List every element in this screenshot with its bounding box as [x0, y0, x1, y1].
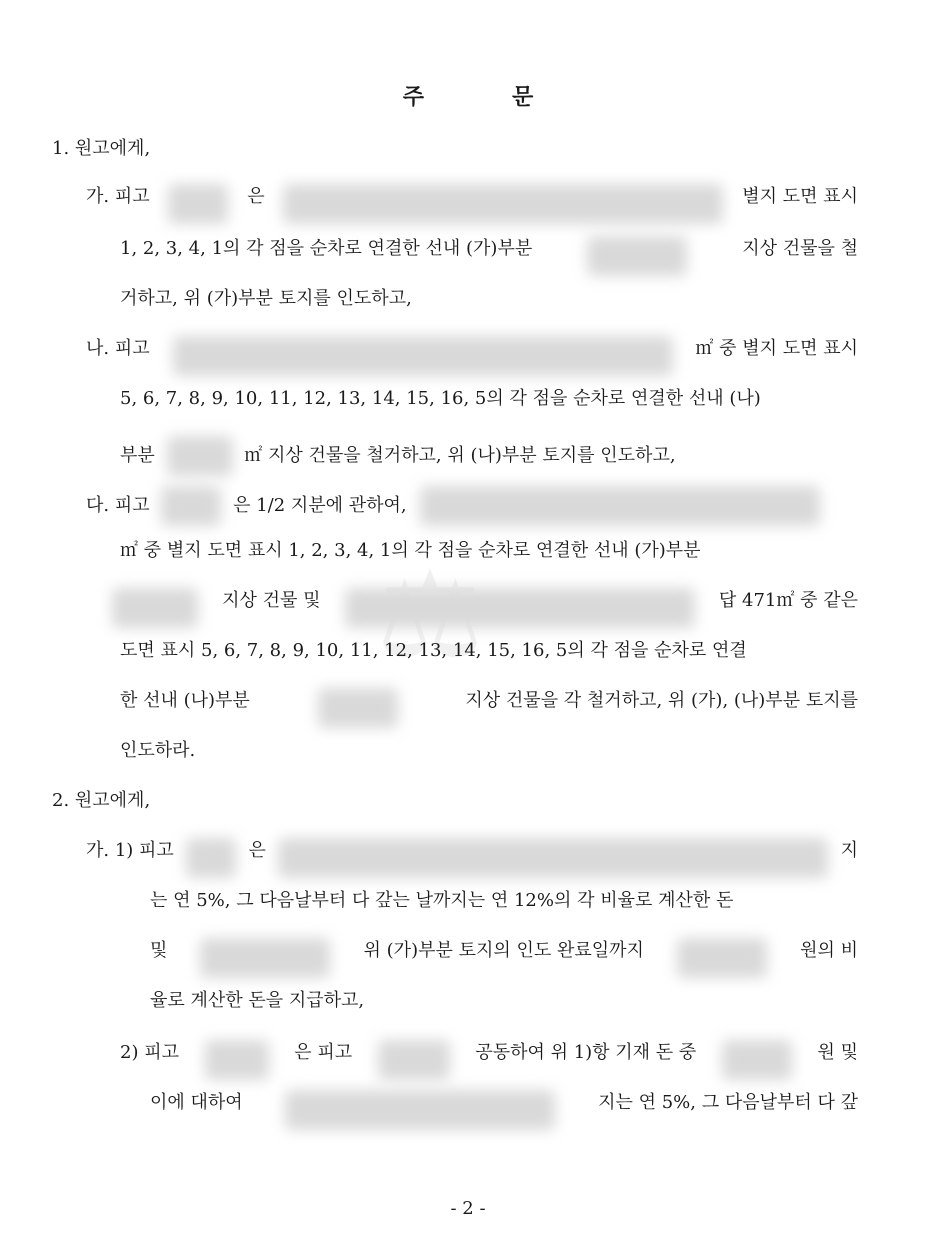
section-2-heading: 2. 원고에게, [52, 790, 151, 811]
item-2-ga-1-line-4: 율로 계산한 돈을 지급하고, [150, 990, 365, 1011]
redaction-blur [186, 838, 236, 878]
text-fragment: 위 (가)부분 토지의 인도 완료일까지 [363, 940, 644, 961]
text-fragment: 공동하여 위 1)항 기재 돈 중 [475, 1042, 697, 1063]
text-fragment: 원의 비 [800, 940, 858, 961]
redaction-blur [285, 1090, 555, 1130]
redaction-blur [677, 938, 767, 978]
item-1-da-line-5 [120, 688, 858, 728]
item-1-ga-line-3: 거하고, 위 (가)부분 토지를 인도하고, [120, 288, 412, 309]
item-1-da-line-2 [120, 538, 858, 564]
item-2-ga-1-line-1 [86, 838, 858, 878]
item-1-na-line-3 [120, 436, 676, 476]
text-fragment: 원 및 [817, 1042, 858, 1063]
text-fragment: 이에 대하여 [150, 1092, 243, 1113]
redaction-blur [420, 486, 820, 526]
text-fragment: 은 1/2 지분에 관하여, [233, 495, 407, 516]
text-fragment: 별지 도면 표시 [742, 186, 858, 207]
redaction-blur [722, 1040, 792, 1080]
text-fragment: 지상 건물을 각 철거하고, 위 (가), (나)부분 토지를 [465, 690, 858, 711]
item-2-ga-2-line-1 [120, 1040, 858, 1080]
redaction-blur [378, 1040, 450, 1080]
redaction-blur [587, 236, 687, 276]
text-fragment: 1, 2, 3, 4, 1의 각 점을 순차로 연결한 선내 (가)부분 [120, 238, 533, 259]
text-fragment: 는 연 5%, 그 다음날부터 다 갚는 날까지는 연 12%의 각 비율로 계산한 돈 [150, 890, 734, 911]
title-char-right: 문 [512, 84, 534, 110]
item-1-da-line-6: 인도하라. [120, 740, 196, 761]
text-fragment: 도면 표시 5, 6, 7, 8, 9, 10, 11, 12, 13, 14, 15, 16, 5의 각 점을 순차로 연결 [120, 640, 747, 661]
redaction-blur [278, 838, 828, 878]
item-2-ga-1-line-2 [150, 888, 858, 914]
page-title [0, 80, 936, 111]
item-1-da-line-4 [120, 638, 858, 664]
text-fragment: 은 피고 [294, 1042, 353, 1063]
section-1-heading: 1. 원고에게, [52, 138, 151, 159]
text-fragment: 지는 연 5%, 그 다음날부터 다 갚 [598, 1092, 858, 1113]
title-char-left: 주 [402, 84, 424, 110]
redaction-blur [200, 938, 330, 978]
text-fragment: 지상 건물 및 [222, 590, 321, 611]
item-1-na-line-1 [86, 336, 858, 376]
text-fragment: 다. 피고 [86, 495, 150, 516]
text-fragment: 은 [248, 840, 266, 861]
text-fragment: ㎡ 중 별지 도면 표시 [695, 338, 858, 359]
text-fragment: 지 [840, 840, 858, 861]
text-fragment: 지상 건물을 철 [742, 238, 858, 259]
item-1-na-line-2 [120, 386, 858, 412]
redaction-blur [205, 1040, 269, 1080]
redaction-blur [112, 588, 198, 628]
text-fragment: 나. 피고 [86, 338, 150, 359]
text-fragment: 5, 6, 7, 8, 9, 10, 11, 12, 13, 14, 15, 16, 5의 각 점을 순차로 연결한 선내 (나) [120, 388, 761, 409]
redaction-blur [167, 436, 233, 476]
redaction-blur [318, 688, 398, 728]
redaction-blur [168, 184, 228, 224]
redaction-blur [173, 336, 673, 376]
text-fragment: 가. 피고 [86, 186, 150, 207]
item-1-ga-line-1 [86, 184, 858, 224]
text-fragment: 및 [150, 940, 168, 961]
text-fragment: 답 471㎡ 중 같은 [718, 590, 858, 611]
page-number: - 2 - [450, 1198, 486, 1219]
text-fragment: 은 [247, 186, 265, 207]
text-fragment: 한 선내 (나)부분 [120, 690, 250, 711]
text-fragment: 가. 1) 피고 [86, 840, 174, 861]
redaction-blur [283, 184, 723, 224]
text-fragment: 부분 [120, 445, 155, 466]
item-1-da-line-3 [112, 588, 858, 628]
item-2-ga-1-line-3 [150, 938, 858, 978]
redaction-blur [345, 588, 695, 628]
text-fragment: ㎡ 중 별지 도면 표시 1, 2, 3, 4, 1의 각 점을 순차로 연결한 선내 (가)부분 [120, 540, 701, 561]
item-2-ga-2-line-2 [150, 1090, 858, 1130]
item-1-da-line-1 [86, 486, 866, 526]
redaction-blur [161, 486, 221, 526]
text-fragment: ㎡ 지상 건물을 철거하고, 위 (나)부분 토지를 인도하고, [244, 445, 676, 466]
text-fragment: 2) 피고 [120, 1042, 179, 1063]
item-1-ga-line-2 [120, 236, 858, 276]
